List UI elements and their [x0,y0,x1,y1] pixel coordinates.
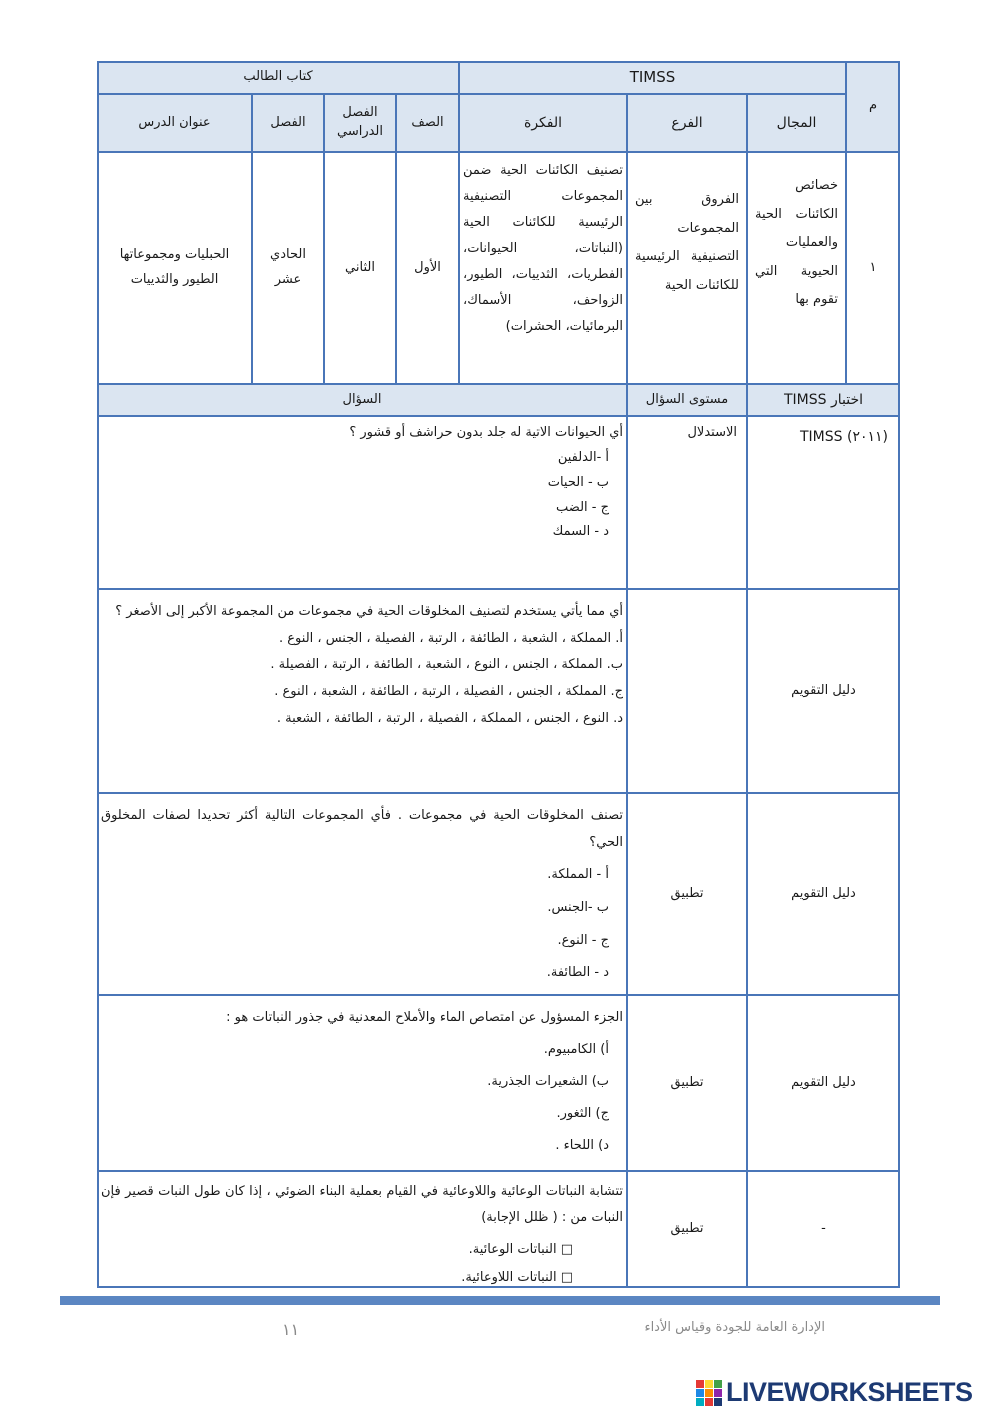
row1-term: الثاني [345,259,375,275]
q4-source: دليل التقويم [791,1074,856,1090]
header-majal: المجال [747,94,846,152]
page-number: ١١ [282,1320,300,1339]
q1-option-c: ج - الضب [556,499,609,515]
q4-level: تطبيق [670,1074,704,1090]
row1-fikra: تصنيف الكائنات الحية ضمن المجموعات التصنيفية الرئيسية للكائنات الحية (النباتات، الحيوانات، الفطريات، الثدييات، الطيور، الزواحف، الأسماك، البرمائيات، الحشرات) [463,163,623,334]
footer-divider [60,1296,940,1305]
liveworksheets-logo [696,1377,973,1408]
header-far: الفرع [627,94,747,152]
assessment-table [97,61,900,1288]
q5-level: تطبيق [670,1221,704,1237]
logo-text: LIVEWORKSHEETS [726,1377,973,1407]
header-saf: الصف [396,94,459,152]
q5-option-a[interactable]: □ النباتات الوعائية. [468,1242,573,1257]
q2-option-b: ب. المملكة ، الجنس ، النوع ، الشعبة ، الطائفة ، الرتبة ، الفصيلة . [270,657,623,673]
subheader-test: اختبار TIMSS [747,384,900,416]
header-chapter: الفصل [252,94,324,152]
q2-source: دليل التقويم [791,682,856,698]
row1-far: الفروق بين المجموعات التصنيفية الرئيسية للكائنات الحية [635,192,739,293]
q2-option-d: د. النوع ، الجنس ، المملكة ، الفصيلة ، الرتبة ، الطائفة ، الشعبة . [276,710,623,726]
q3-level: تطبيق [670,885,704,901]
q4-option-b: ب) الشعيرات الجذرية. [487,1074,609,1089]
row1-lesson: الحبليات ومجموعاتها الطيور والثدييات [119,247,230,287]
header-fikra: الفكرة [459,94,627,152]
header-timss: TIMSS [459,61,846,94]
q3-source: دليل التقويم [791,885,856,901]
table-grid-lines [97,61,900,1288]
q4-stem: الجزء المسؤول عن امتصاص الماء والأملاح المعدنية في جذور النباتات هو : [226,1010,623,1025]
q1-source: (٢٠١١) TIMSS [799,429,888,445]
q5-stem: تتشابة النباتات الوعائية واللاوعائية في القيام بعملية البناء الضوئي ، إذا كان طول النبات قصير فإن النبات من : ( ظلل الإجابة) [101,1184,623,1225]
row1-majal: خصائص الكائنات الحية والعمليات الحيوية التي تقوم بها [755,178,838,308]
q3-option-b: ب -الجنس. [547,899,609,915]
q3-option-d: د - الطائفة. [546,965,609,981]
q4-option-a: أ) الكامبيوم. [543,1042,609,1057]
q2-option-a: أ. المملكة ، الشعبة ، الطائفة ، الرتبة ، الفصيلة ، الجنس ، النوع . [279,630,623,646]
footer-organization: الإدارة العامة للجودة وقياس الأداء [644,1320,825,1335]
q1-option-a: أ -الدلفين [557,449,609,465]
q3-stem: تصنف المخلوقات الحية في مجموعات . فأي المجموعات التالية أكثر تحديدا لصفات المخلوق الحي؟ [101,808,623,850]
header-student-book: كتاب الطالب [97,61,459,94]
q1-option-b: ب - الحيات [547,474,609,490]
q3-option-c: ج - النوع. [557,932,609,948]
header-term: الفصل الدراسي [324,94,396,152]
subheader-question: السؤال [97,384,627,416]
q2-stem: أي مما يأتي يستخدم لتصنيف المخلوقات الحية في مجموعات من المجموعة الأكبر إلى الأصغر ؟ [115,604,623,619]
q4-option-d: د) اللحاء . [555,1138,609,1153]
subheader-level: مستوى السؤال [627,384,747,416]
header-m: م [846,61,900,152]
q3-option-a: أ - المملكة. [547,867,609,883]
q5-source: - [821,1221,826,1237]
q1-level: الاستدلال [687,425,737,440]
q2-option-c: ج. المملكة ، الجنس ، الفصيلة ، الرتبة ، الطائفة ، الشعبة ، النوع . [274,683,623,699]
q1-stem: أي الحيوانات الاتية له جلد بدون حراشف أو قشور ؟ [349,425,623,440]
row1-chapter: الحادي عشر [270,247,306,287]
row1-number: ١ [869,259,877,275]
logo-blocks-icon [696,1380,722,1406]
header-lesson-title: عنوان الدرس [97,94,252,152]
row1-saf: الأول [414,259,441,275]
q4-option-c: ج) الثغور. [556,1106,609,1121]
q5-option-b[interactable]: □ النباتات اللاوعائية. [461,1270,573,1285]
q1-option-d: د - السمك [552,524,609,540]
